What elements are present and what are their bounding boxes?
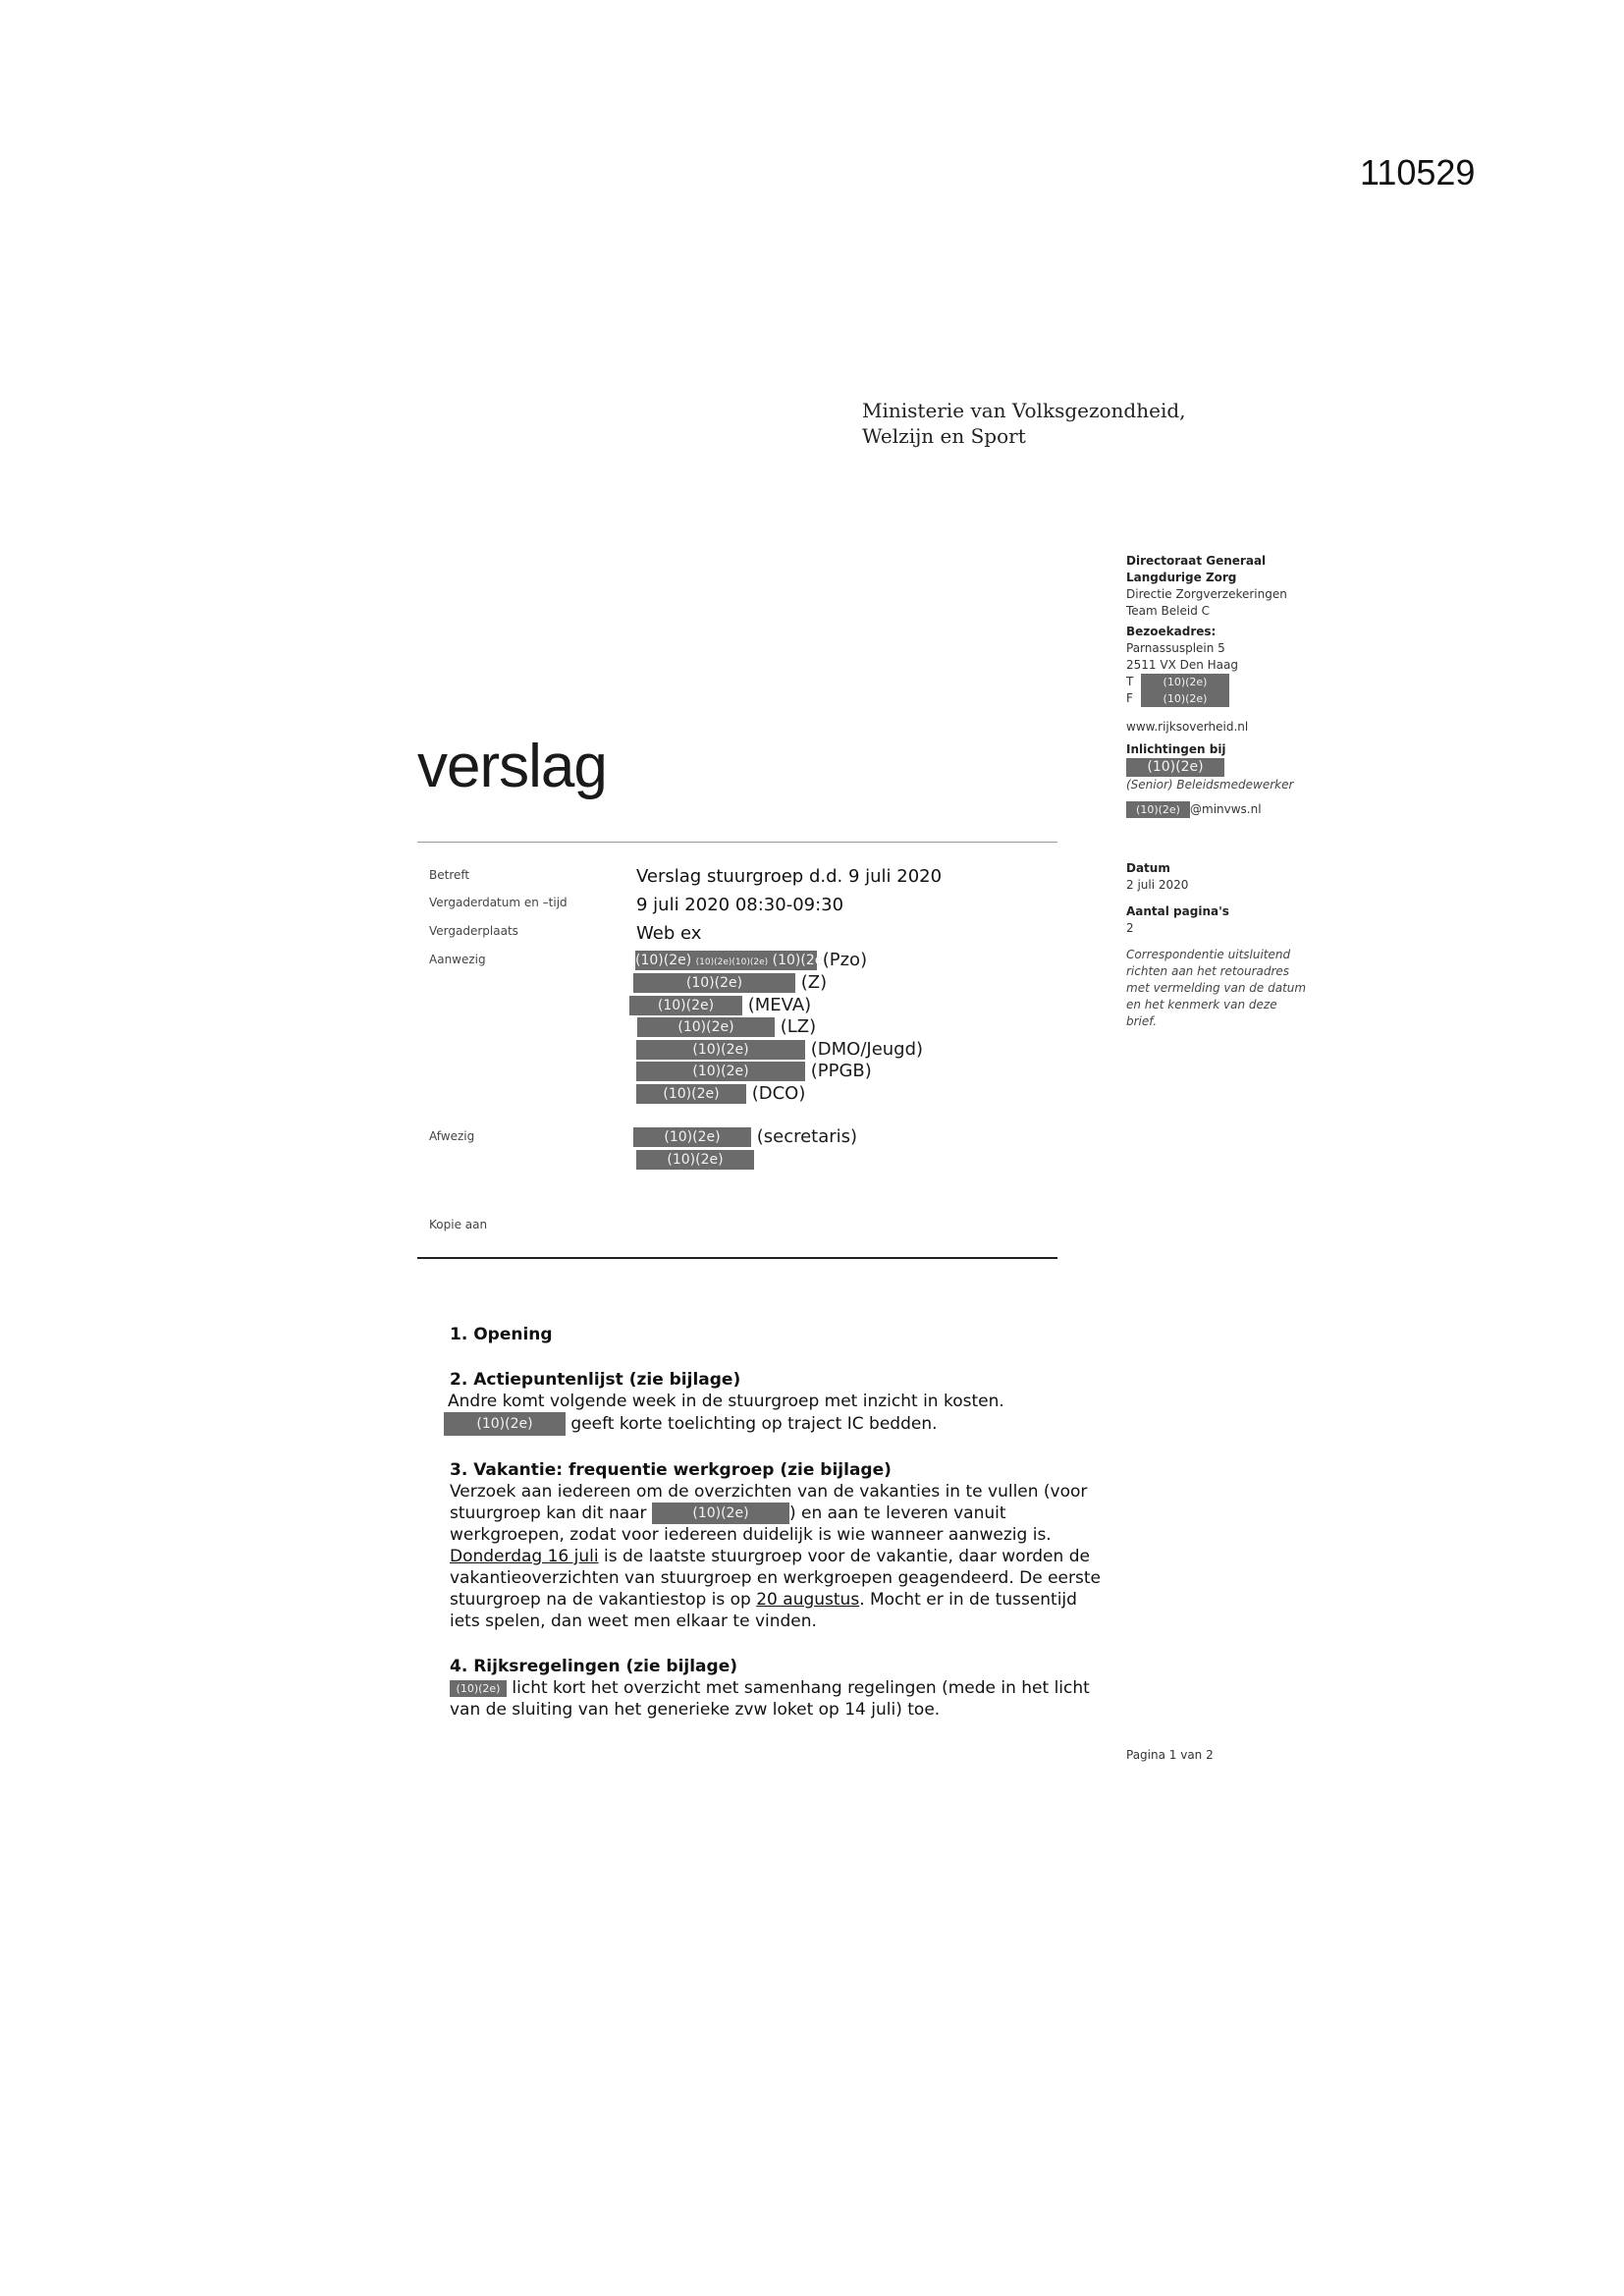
redaction-block: (10)(2e) <box>450 1680 507 1697</box>
redaction-block: (10)(2e) <box>636 1062 805 1081</box>
bezoekadres-label: Bezoekadres: <box>1126 625 1217 638</box>
agenda-item-heading: 3. Vakantie: frequentie werkgroep (zie bijlage) <box>450 1460 892 1480</box>
attendee-row <box>636 1039 923 1060</box>
role-line: (Senior) Beleidsmedewerker <box>1126 778 1294 792</box>
agenda-text: van de sluiting van het generieke zvw loket op 14 juli) toe. <box>450 1700 941 1720</box>
betreft-label: Betreft <box>429 868 470 882</box>
kopie-label: Kopie aan <box>429 1218 488 1231</box>
agenda-item-heading: 2. Actiepuntenlijst (zie bijlage) <box>450 1370 741 1390</box>
redaction-block: (10)(2e) <box>636 1150 754 1170</box>
agenda-body <box>450 1324 1117 1721</box>
attendee-role: (LZ) <box>780 1016 817 1037</box>
agenda-item-heading: 1. Opening <box>450 1325 553 1344</box>
agenda-text: stuurgroep na de vakantiestop is op 20 augustus. Mocht er in de tussentijd <box>450 1590 1077 1610</box>
correspondence-note: richten aan het retouradres <box>1126 964 1290 978</box>
attendee-row <box>637 1016 816 1037</box>
org-line: Langdurige Zorg <box>1126 571 1237 584</box>
agenda-text: (10)(2e) licht kort het overzicht met samenhang regelingen (mede in het licht <box>450 1677 1117 1699</box>
attendee-role: (Pzo) <box>822 950 868 970</box>
correspondence-note: en het kenmerk van deze <box>1126 998 1277 1011</box>
redaction-block: (10)(2e) <box>637 1017 775 1037</box>
absentee-row <box>633 1126 857 1147</box>
redaction-block: (10)(2e) <box>1141 674 1229 690</box>
absentee-role: (secretaris) <box>756 1126 858 1147</box>
attendee-row <box>633 972 827 993</box>
agenda-text: Verzoek aan iedereen om de overzichten van de vakanties in te vullen (voor <box>450 1482 1088 1502</box>
redaction-block: (10)(2e) <box>629 996 742 1015</box>
agenda-text: vakantieoverzichten van stuurgroep en werkgroepen geagendeerd. De eerste <box>450 1568 1101 1588</box>
attendee-role: (Z) <box>800 972 828 993</box>
paginas-value: 2 <box>1126 921 1134 935</box>
redaction-block: (10)(2e) <box>1126 758 1224 777</box>
ministry-logo-text <box>862 398 1186 449</box>
website-link: www.rijksoverheid.nl <box>1126 720 1249 734</box>
betreft-value: Verslag stuurgroep d.d. 9 juli 2020 <box>636 866 943 887</box>
email-line: (10)(2e) @minvws.nl <box>1126 801 1293 818</box>
attendee-row <box>636 1083 805 1104</box>
attendee-role: (DMO/Jeugd) <box>810 1039 924 1060</box>
attendee-role: (DCO) <box>751 1083 806 1104</box>
vergaderdatum-value: 9 juli 2020 08:30-09:30 <box>636 895 844 915</box>
org-line: Team Beleid C <box>1126 604 1211 618</box>
address-line: 2511 VX Den Haag <box>1126 658 1238 672</box>
redaction-block: (10)(2e) <box>1141 690 1229 707</box>
vergaderplaats-label: Vergaderplaats <box>429 924 518 938</box>
document-number: 110529 <box>1360 152 1476 192</box>
redaction-block: (10)(2e) <box>1126 801 1190 818</box>
header-divider <box>417 842 1057 843</box>
vergaderplaats-value: Web ex <box>636 923 702 944</box>
redaction-block: (10)(2e) <box>652 1503 789 1524</box>
agenda-item-heading: 4. Rijksregelingen (zie bijlage) <box>450 1657 737 1676</box>
agenda-text: stuurgroep kan dit naar (10)(2e) ) en aan te leveren vanuit <box>450 1503 1006 1523</box>
redaction-block: (10)(2e) <box>444 1412 566 1436</box>
document-title: verslag <box>417 733 607 800</box>
attendee-row <box>635 950 867 970</box>
datum-label: Datum <box>1126 861 1170 875</box>
correspondence-note: met vermelding van de datum <box>1126 981 1307 995</box>
redaction-block: (10)(2e) <box>636 1084 746 1104</box>
ministry-line-2: Welzijn en Sport <box>862 424 1026 448</box>
redaction-block: (10)(2e) (10)(2e)(10)(2e) (10)(2e) <box>635 953 829 968</box>
aanwezig-label: Aanwezig <box>429 953 486 966</box>
ministry-line-1: Ministerie van Volksgezondheid, <box>862 399 1186 422</box>
attendee-row <box>629 995 811 1015</box>
org-line: Directoraat Generaal <box>1126 554 1267 568</box>
vergaderdatum-label: Vergaderdatum en –tijd <box>429 896 568 909</box>
redaction-block: (10)(2e) <box>633 1127 751 1147</box>
datum-value: 2 juli 2020 <box>1126 878 1189 892</box>
redaction-block: (10)(2e) <box>636 1040 805 1060</box>
agenda-text: Donderdag 16 juli is de laatste stuurgroep voor de vakantie, daar worden de <box>450 1547 1090 1566</box>
agenda-text: Andre komt volgende week in de stuurgroep met inzicht in kosten. <box>448 1392 1004 1411</box>
telephone-line: T (10)(2e) <box>1126 674 1293 690</box>
meta-divider <box>417 1257 1057 1259</box>
attendee-role: (MEVA) <box>747 995 812 1015</box>
agenda-text: (10)(2e) geeft korte toelichting op traject IC bedden. <box>444 1412 1117 1436</box>
attendee-row <box>636 1061 872 1081</box>
correspondence-note: brief. <box>1126 1014 1158 1028</box>
org-line: Directie Zorgverzekeringen <box>1126 587 1287 601</box>
agenda-text: iets spelen, dan weet men elkaar te vinden. <box>450 1612 817 1631</box>
sidebar-datum <box>1126 860 1306 1030</box>
sidebar-organisation <box>1126 553 1293 818</box>
agenda-text: werkgroepen, zodat voor iedereen duidelijk is wie wanneer aanwezig is. <box>450 1525 1052 1545</box>
redaction-block: (10)(2e) <box>633 973 795 993</box>
absentee-row <box>636 1149 754 1170</box>
page-number: Pagina 1 van 2 <box>1126 1748 1214 1762</box>
address-line: Parnassusplein 5 <box>1126 641 1225 655</box>
afwezig-label: Afwezig <box>429 1129 475 1143</box>
attendee-role: (PPGB) <box>810 1061 872 1081</box>
fax-line: F (10)(2e) <box>1126 690 1293 707</box>
paginas-label: Aantal pagina's <box>1126 904 1229 918</box>
inlichtingen-label: Inlichtingen bij <box>1126 742 1226 756</box>
correspondence-note: Correspondentie uitsluitend <box>1126 948 1291 961</box>
